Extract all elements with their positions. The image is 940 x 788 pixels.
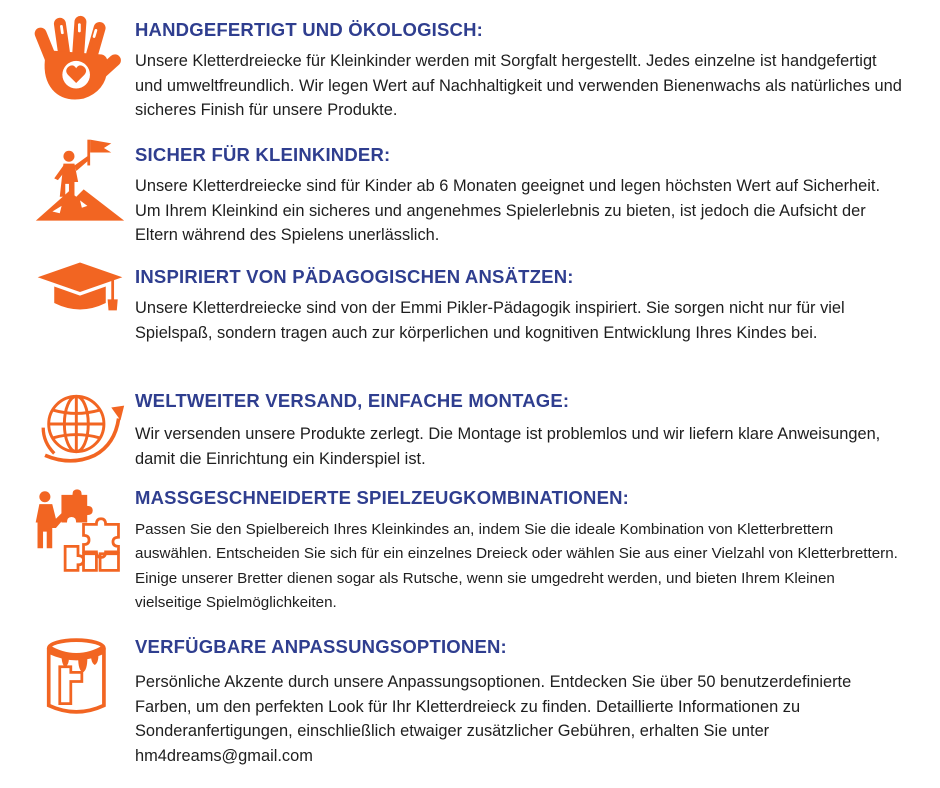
feature-title: SICHER FÜR KLEINKINDER: [135, 144, 391, 165]
climber-flag-icon [34, 136, 126, 228]
feature-description: Wir versenden unsere Produkte zerlegt. Die Montage ist problemlos und wir liefern klare Anweisungen, damit die Einrichtung ein Kinderspiel ist. [135, 425, 881, 468]
feature-title: MASSGESCHNEIDERTE SPIELZEUGKOMBINATIONEN: [135, 487, 630, 508]
feature-title: HANDGEFERTIGT UND ÖKOLOGISCH: [135, 19, 484, 40]
handprint-heart-icon [32, 14, 124, 106]
feature-description: Unsere Kletterdreiecke sind von der Emmi Pikler-Pädagogik inspiriert. Sie sorgen nicht nur für viel Spielspaß, sondern tragen auch zur körperlichen und kognitiven Entwicklung Ihres Kindes bei. [135, 299, 845, 342]
feature-description: Persönliche Akzente durch unsere Anpassungsoptionen. Entdecken Sie über 50 benutzerdefinierte Farben, um den perfekten Look für Ihr Kletterdreieck zu finden. Detaillierte Informationen zu Sonderanfertigungen, einschließlich etwaiger zusätzlicher Gebühren, erhalten Sie unter hm4dreams@gmail.com [135, 673, 852, 766]
feature-title: WELTWEITER VERSAND, EINFACHE MONTAGE: [135, 390, 570, 411]
feature-description: Unsere Kletterdreiecke sind für Kinder ab 6 Monaten geeignet und legen höchsten Wert auf Sicherheit. Um Ihrem Kleinkind ein sicheres und angenehmes Spielerlebnis zu bieten, ist jedoch die Aufsicht der Eltern während des Spielens unerlässlich. [135, 177, 881, 245]
graduation-cap-icon [34, 246, 126, 338]
puzzle-person-icon [32, 482, 124, 574]
globe-arrow-icon [34, 378, 126, 470]
feature-description: Passen Sie den Spielbereich Ihres Kleinkindes an, indem Sie die ideale Kombination von Kletterbrettern auswählen. Entscheiden Sie sich für ein einzelnes Dreieck oder wählen Sie aus einer Vielzahl von Kletterbrettern. Einige unserer Bretter dienen sogar als Rutsche, wenn sie umgedreht werden, und bieten Ihrem Kleinen vielseitige Spielmöglichkeiten. [135, 521, 898, 611]
feature-title: VERFÜGBARE ANPASSUNGSOPTIONEN: [135, 636, 507, 657]
feature-title: INSPIRIERT VON PÄDAGOGISCHEN ANSÄTZEN: [135, 266, 574, 287]
paint-bucket-icon [34, 630, 126, 722]
feature-description: Unsere Kletterdreiecke für Kleinkinder werden mit Sorgfalt hergestellt. Jedes einzelne ist handgefertigt und umweltfreundlich. Wir legen Wert auf Nachhaltigkeit und verwenden Bienenwachs als natürliches und sicheres Finish für unsere Produkte. [135, 52, 902, 120]
